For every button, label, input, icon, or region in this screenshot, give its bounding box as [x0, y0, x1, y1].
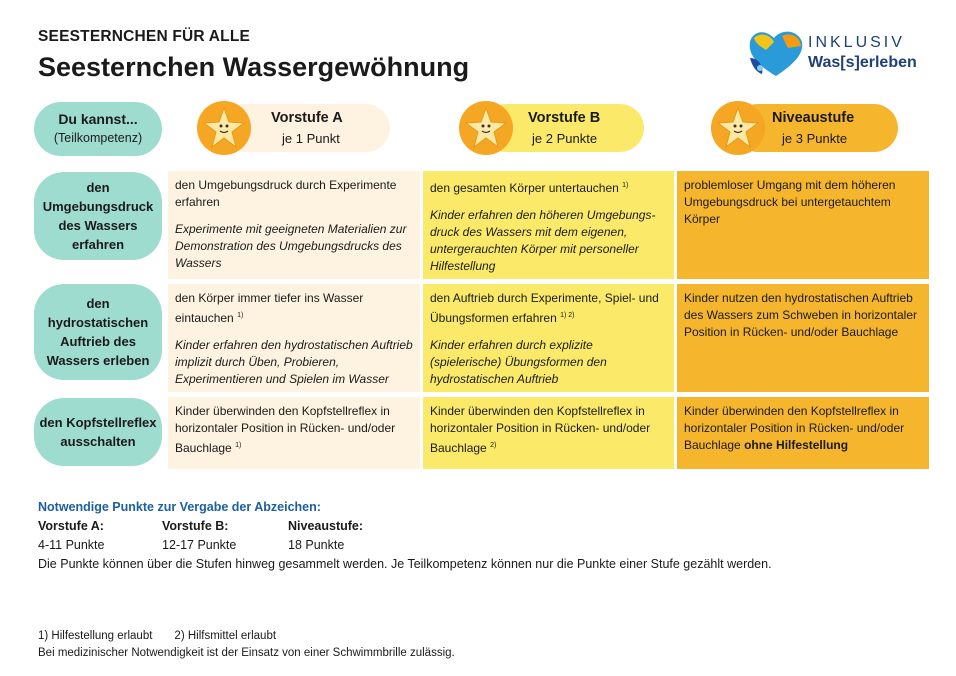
- cell-main-text: den Auftrieb durch Experimente, Spiel- und Übungsformen erfahren: [430, 291, 659, 325]
- footnote-2: 2) Hilfsmittel erlaubt: [174, 630, 277, 642]
- level-header-a: [196, 100, 392, 152]
- row-label-kopfstellreflex: [34, 398, 162, 466]
- inklusiv-logo: [746, 28, 926, 80]
- footnote-marker: 1): [237, 312, 244, 319]
- cell-r1-vorstufe-a: [168, 171, 420, 279]
- points-notes: [38, 498, 321, 517]
- cell-main-text: Kinder nutzen den hydrostatischen Auftrieb des Wassers zum Schweben in horizontaler Position in Rücken- und/oder Bauchlage: [684, 291, 917, 339]
- points-col-c: [288, 517, 363, 555]
- cell-bold-text: ohne Hilfestellung: [744, 438, 849, 452]
- row-label-text: den Kopfstellreflex ausschalten: [39, 415, 157, 449]
- level-name-a: Vorstufe A: [271, 110, 343, 126]
- level-points-b: je 2 Punkte: [532, 131, 598, 146]
- logo-line1: INKLUSIV: [808, 34, 905, 51]
- points-label-a: Vorstufe A:: [38, 519, 104, 533]
- corner-subtitle: (Teilkompetenz): [53, 131, 143, 145]
- points-col-a: [38, 517, 104, 555]
- cell-r2-vorstufe-b: [423, 284, 674, 392]
- cell-r2-niveaustufe: [677, 284, 929, 392]
- cell-r1-niveaustufe: [677, 171, 929, 279]
- starfish-icon: [458, 100, 514, 156]
- cell-note-text: Kinder erfahren den höheren Umgebungs-druck des Wassers mit dem eigenen, untergerauchten Körper mit personeller Hilfestellung: [430, 208, 656, 273]
- level-name-b: Vorstufe B: [528, 110, 601, 126]
- level-name-c: Niveaustufe: [772, 110, 855, 126]
- page-title: Seesternchen Wassergewöhnung: [38, 52, 470, 82]
- points-col-b: [162, 517, 236, 555]
- notes-heading: Notwendige Punkte zur Vergabe der Abzeichen:: [38, 500, 321, 514]
- row-label-auftrieb: [34, 284, 162, 380]
- cell-r1-vorstufe-b: [423, 171, 674, 279]
- points-explanation: Die Punkte können über die Stufen hinweg gesammelt werden. Je Teilkompetenz können nur die Punkte einer Stufe gezählt werden.: [38, 557, 772, 571]
- row-label-umgebungsdruck: [34, 172, 162, 260]
- cell-note-text: Experimente mit geeigneten Materialien zur Demonstration des Umgebungsdrucks des Wassers: [175, 222, 407, 270]
- footnote-marker: 1) 2): [560, 312, 575, 319]
- header-kicker: SEESTERNCHEN FÜR ALLE: [38, 28, 251, 45]
- starfish-icon: [196, 100, 252, 156]
- cell-r3-niveaustufe: [677, 397, 929, 469]
- footnote-3: Bei medizinischer Notwendigkeit ist der Einsatz von einer Schwimmbrille zulässig.: [38, 647, 455, 659]
- logo-puzzle-heart-icon: [746, 28, 806, 80]
- points-value-b: 12-17 Punkte: [162, 538, 237, 552]
- points-value-a: 4-11 Punkte: [38, 538, 105, 552]
- footnote-marker: 2): [490, 442, 497, 449]
- row-label-text: den hydrostatischen Auftrieb des Wassers erleben: [46, 296, 150, 368]
- cell-r2-vorstufe-a: [168, 284, 420, 392]
- cell-main-text: Kinder überwinden den Kopfstellreflex in horizontaler Position in Rücken- und/oder Bauchlage: [430, 404, 651, 455]
- cell-main-text: den Körper immer tiefer ins Wasser eintauchen: [175, 291, 364, 325]
- cell-note-text: Kinder erfahren durch explizite (spielerische) Übungsformen den hydrostatischen Auftrieb: [430, 338, 607, 386]
- level-header-b: [458, 100, 654, 152]
- cell-main-text: Kinder überwinden den Kopfstellreflex in horizontaler Position in Rücken- und/oder Bauchlage: [684, 404, 905, 452]
- level-header-c: [710, 100, 906, 152]
- level-points-c: je 3 Punkte: [782, 131, 848, 146]
- cell-note-text: Kinder erfahren den hydrostatischen Auftrieb implizit durch Üben, Probieren, Experimentieren und Spielen im Wasser: [175, 338, 413, 386]
- cell-r3-vorstufe-a: [168, 397, 420, 469]
- footnote-1: 1) Hilfestellung erlaubt: [38, 630, 153, 642]
- logo-line2: Was[s]erleben: [808, 54, 917, 71]
- cell-r3-vorstufe-b: [423, 397, 674, 469]
- cell-main-text: den Umgebungsdruck durch Experimente erfahren: [175, 178, 397, 209]
- cell-main-text: Kinder überwinden den Kopfstellreflex in horizontaler Position in Rücken- und/oder Bauchlage: [175, 404, 396, 455]
- footnotes: [38, 628, 455, 662]
- cell-main-text: problemloser Umgang mit dem höheren Umgebungsdruck bei untergetauchtem Körper: [684, 178, 896, 226]
- corner-label: [34, 102, 162, 156]
- cell-main-text: den gesamten Körper untertauchen: [430, 181, 619, 195]
- footnote-marker: 1): [235, 442, 242, 449]
- level-points-a: je 1 Punkt: [282, 131, 340, 146]
- footnote-marker: 1): [622, 182, 629, 189]
- row-label-text: den Umgebungsdruck des Wassers erfahren: [42, 180, 154, 252]
- starfish-icon: [710, 100, 766, 156]
- corner-title: Du kannst...: [58, 111, 138, 127]
- points-label-b: Vorstufe B:: [162, 519, 229, 533]
- points-value-c: 18 Punkte: [288, 538, 345, 552]
- points-label-c: Niveaustufe:: [288, 519, 364, 533]
